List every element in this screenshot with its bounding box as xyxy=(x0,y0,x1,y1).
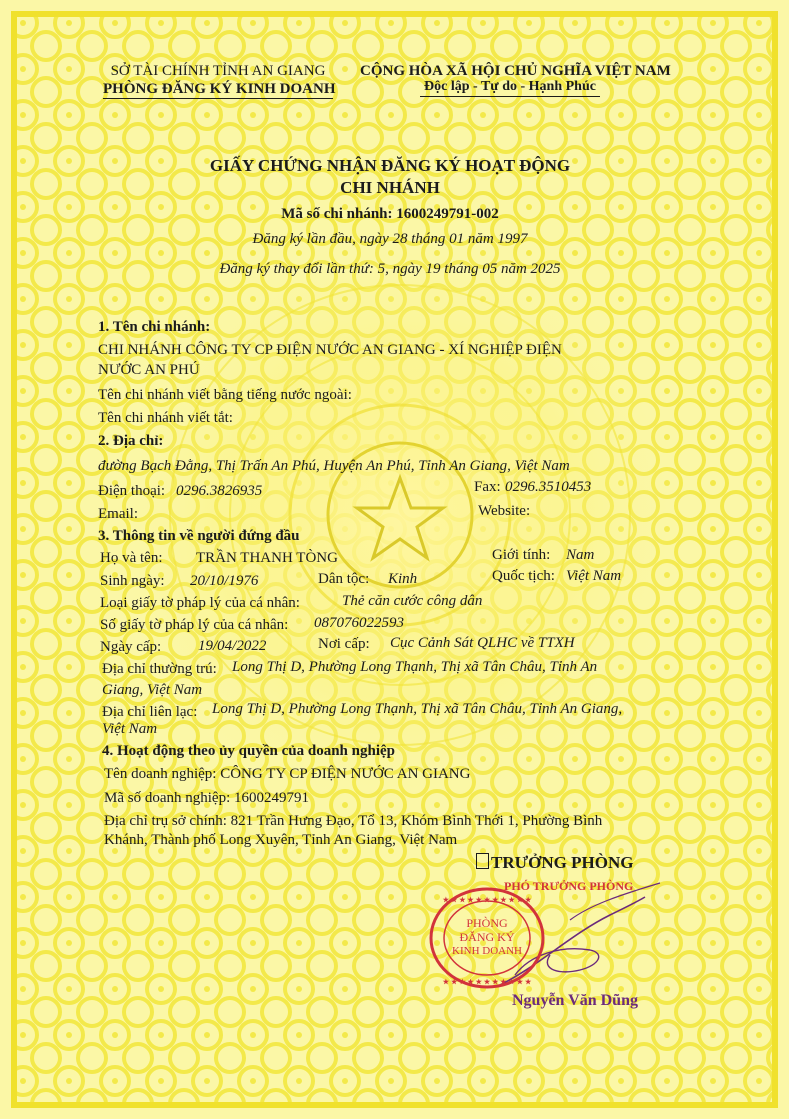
website-label: Website: xyxy=(478,503,531,519)
id-number-label: Số giấy tờ pháp lý của cá nhân: xyxy=(100,617,289,633)
position-check-icon xyxy=(476,853,489,869)
nationality-label: Quốc tịch: xyxy=(492,568,555,584)
section2-heading: 2. Địa chỉ: xyxy=(98,433,164,449)
issue-date-label: Ngày cấp: xyxy=(100,639,162,655)
phone-value: 0296.3826935 xyxy=(176,483,263,499)
parent-company-name: Tên doanh nghiệp: CÔNG TY CP ĐIỆN NƯỚC AN GIANG xyxy=(104,766,471,782)
seal-line1: PHÒNG xyxy=(466,916,508,930)
branch-name-line1: CHI NHÁNH CÔNG TY CP ĐIỆN NƯỚC AN GIANG - XÍ NGHIỆP ĐIỆN xyxy=(98,342,562,358)
fax-label: Fax: xyxy=(474,479,501,495)
gender-label: Giới tính: xyxy=(492,547,551,563)
ethnicity-label: Dân tộc: xyxy=(318,571,370,587)
issue-place-value: Cục Cảnh Sát QLHC về TTXH xyxy=(390,635,575,651)
branch-code: Mã số chi nhánh: 1600249791-002 xyxy=(281,206,499,222)
id-number-value: 087076022593 xyxy=(314,615,404,631)
certificate-subtitle: CHI NHÁNH xyxy=(340,178,440,197)
issue-place-label: Nơi cấp: xyxy=(318,636,370,652)
short-name-label: Tên chi nhánh viết tắt: xyxy=(98,410,233,426)
parent-company-tax-code: Mã số doanh nghiệp: 1600249791 xyxy=(104,790,309,806)
svg-text:★ ★ ★ ★ ★ ★ ★ ★ ★ ★ ★: ★ ★ ★ ★ ★ ★ ★ ★ ★ ★ ★ xyxy=(442,897,532,904)
official-seal xyxy=(428,886,546,990)
contact-address-line2: Việt Nam xyxy=(102,721,158,737)
gender-value: Nam xyxy=(566,547,595,563)
head-name-label: Họ và tên: xyxy=(100,550,163,566)
phone-label: Điện thoại: xyxy=(98,483,166,499)
branch-address: đường Bạch Đằng, Thị Trấn An Phú, Huyện An Phú, Tỉnh An Giang, Việt Nam xyxy=(98,458,570,474)
issuing-department: SỞ TÀI CHÍNH TỈNH AN GIANG xyxy=(110,63,326,79)
svg-text:★ ★ ★ ★ ★ ★ ★ ★ ★ ★ ★: ★ ★ ★ ★ ★ ★ ★ ★ ★ ★ ★ xyxy=(442,979,532,986)
issue-date-value: 19/04/2022 xyxy=(198,638,267,654)
seal-line2: ĐĂNG KÝ xyxy=(459,930,515,944)
contact-address-line1: Long Thị D, Phường Long Thạnh, Thị xã Tân Châu, Tỉnh An Giang, xyxy=(212,701,623,717)
permanent-address-line1: Long Thị D, Phường Long Thạnh, Thị xã Tân Châu, Tỉnh An xyxy=(232,659,598,675)
nationality-value: Việt Nam xyxy=(566,568,622,584)
deputy-title: PHÓ TRƯỞNG PHÒNG xyxy=(504,879,634,893)
branch-name-line2: NƯỚC AN PHÚ xyxy=(98,362,200,378)
signer-position: TRƯỞNG PHÒNG xyxy=(476,853,633,873)
id-type-value: Thẻ căn cước công dân xyxy=(342,593,483,609)
national-title: CỘNG HÒA XÃ HỘI CHỦ NGHĨA VIỆT NAM xyxy=(360,63,671,79)
section1-heading: 1. Tên chi nhánh: xyxy=(98,319,211,335)
permanent-address-line2: Giang, Việt Nam xyxy=(102,682,203,698)
fax-value: 0296.3510453 xyxy=(505,479,592,495)
dob-value: 20/10/1976 xyxy=(190,573,259,589)
headquarters-address-line1: Địa chỉ trụ sở chính: 821 Trần Hưng Đạo, Tổ 13, Khóm Bình Thới 1, Phường Bình xyxy=(104,813,603,829)
certificate-title: GIẤY CHỨNG NHẬN ĐĂNG KÝ HOẠT ĐỘNG xyxy=(209,156,571,175)
email-label: Email: xyxy=(98,506,138,522)
permanent-address-label: Địa chỉ thường trú: xyxy=(102,661,217,677)
signer-name: Nguyễn Văn Dũng xyxy=(512,992,638,1009)
head-name-value: TRẦN THANH TÒNG xyxy=(196,550,338,566)
ethnicity-value: Kinh xyxy=(388,571,418,587)
section3-heading: 3. Thông tin về người đứng đầu xyxy=(98,528,300,544)
id-type-label: Loại giấy tờ pháp lý của cá nhân: xyxy=(100,595,300,611)
national-motto: Độc lập - Tự do - Hạnh Phúc xyxy=(420,78,600,97)
change-registration-date: Đăng ký thay đổi lần thứ: 5, ngày 19 tháng 05 năm 2025 xyxy=(219,261,561,277)
issuing-office: PHÒNG ĐĂNG KÝ KINH DOANH xyxy=(103,81,336,97)
section4-heading: 4. Hoạt động theo ủy quyền của doanh nghiệp xyxy=(102,743,395,759)
headquarters-address-line2: Khánh, Thành phố Long Xuyên, Tỉnh An Giang, Việt Nam xyxy=(104,832,458,848)
foreign-name-label: Tên chi nhánh viết bằng tiếng nước ngoài: xyxy=(98,387,352,403)
contact-address-label: Địa chỉ liên lạc: xyxy=(102,704,198,720)
first-registration-date: Đăng ký lần đầu, ngày 28 tháng 01 năm 1997 xyxy=(252,231,528,247)
dob-label: Sinh ngày: xyxy=(100,573,165,589)
seal-line3: KINH DOANH xyxy=(452,945,522,957)
